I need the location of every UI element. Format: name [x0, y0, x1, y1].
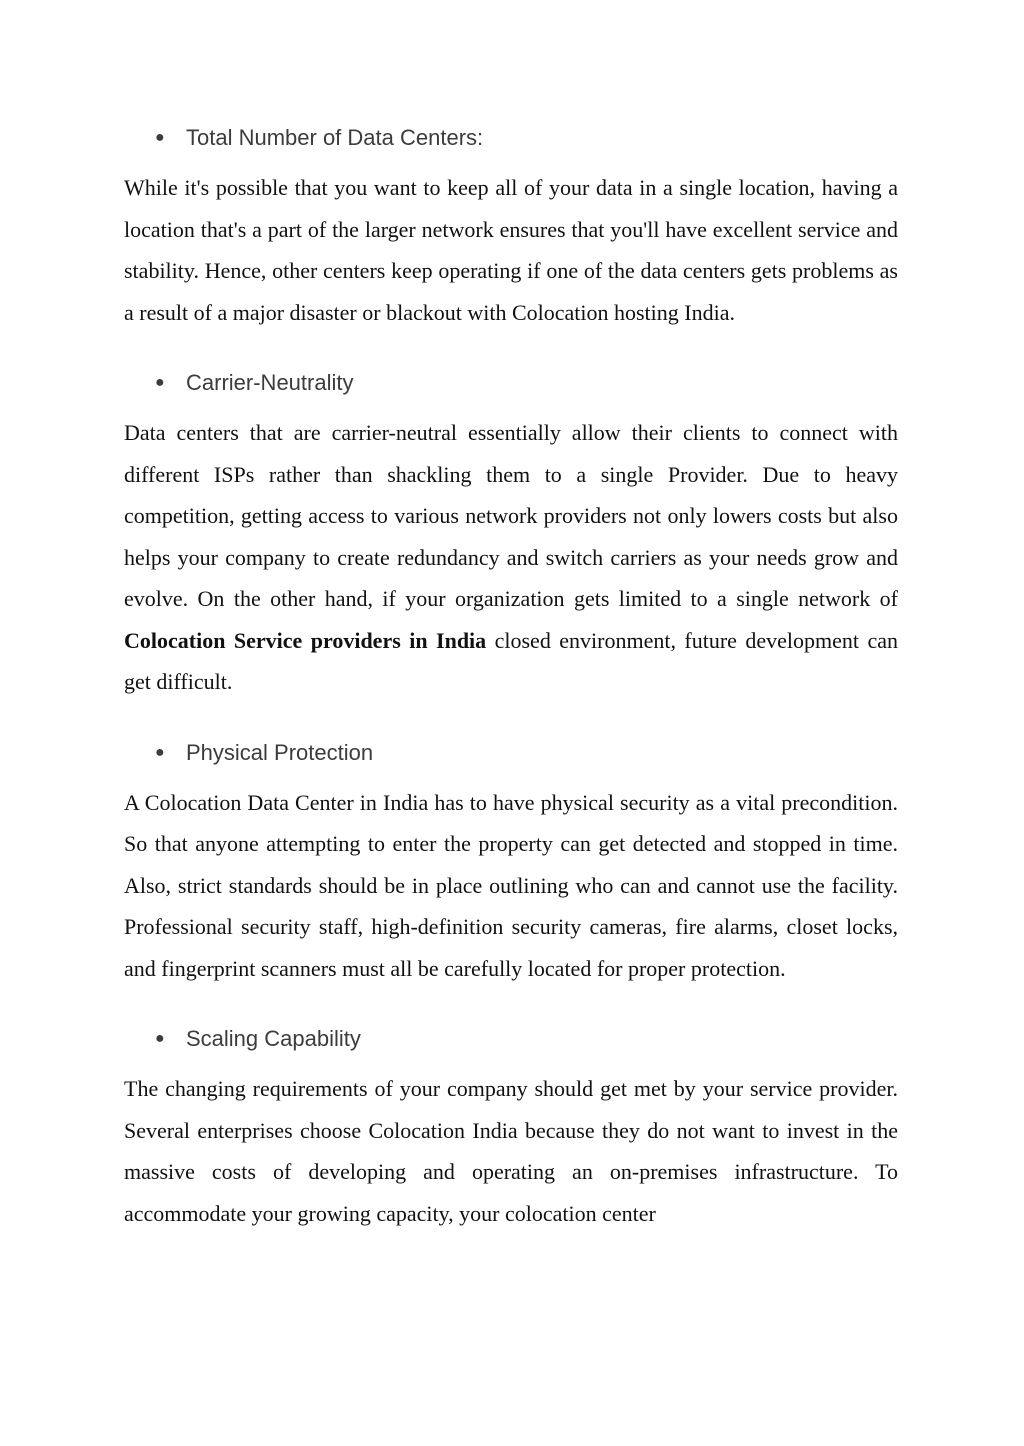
bold-phrase: Colocation Service providers in India: [124, 627, 487, 653]
bullet-icon: ●: [155, 743, 165, 761]
paragraph-carrier-neutrality: [124, 412, 898, 703]
section-heading-physical-protection: [124, 733, 898, 773]
paragraph-total-data-centers: While it's possible that you want to keep all of your data in a single location, having a location that's a part of the larger network ensures that you'll have excellent service and stability. Hence, other centers keep operating if one of the data centers gets problems as a result of a major disaster or blackout with Colocation hosting India.: [124, 175, 898, 325]
paragraph-physical-protection: A Colocation Data Center in India has to have physical security as a vital precondition. So that anyone attempting to enter the property can get detected and stopped in time. Also, strict standards should be in place outlining who can and cannot use the facility. Professional security staff, high-definition security cameras, fire alarms, closet locks, and fingerprint scanners must all be carefully located for proper protection.: [124, 789, 898, 981]
section-heading-carrier-neutrality: [124, 363, 898, 403]
paragraph-scaling-capability: The changing requirements of your company should get met by your service provider. Several enterprises choose Colocation India because they do not want to invest in the massive costs of developing and operating an on-premises infrastructure. To accommodate your growing capacity, your colocation center: [124, 1076, 898, 1226]
section-heading-scaling-capability: [124, 1019, 898, 1059]
heading-text: Total Number of Data Centers:: [186, 125, 484, 150]
bullet-icon: ●: [155, 129, 165, 146]
paragraph-text: Data centers that are carrier-neutral essentially allow their clients to connect with different ISPs rather than shackling them to a single Provider. Due to heavy competition, getting access to various network providers not only lowers costs but also helps your company to create redundancy and switch carriers as your needs grow and evolve. On the other hand, if your organization gets limited to a single network of: [124, 420, 898, 611]
heading-text: Scaling Capability: [186, 1026, 361, 1051]
bullet-icon: ●: [155, 1030, 165, 1047]
section-heading-total-data-centers: [124, 118, 898, 158]
heading-text: Physical Protection: [186, 739, 374, 765]
paragraph-text: closed environment, future development can get difficult.: [124, 627, 898, 694]
document-page: [124, 118, 898, 1234]
heading-text: Carrier-Neutrality: [186, 370, 354, 395]
bullet-icon: ●: [155, 374, 165, 391]
